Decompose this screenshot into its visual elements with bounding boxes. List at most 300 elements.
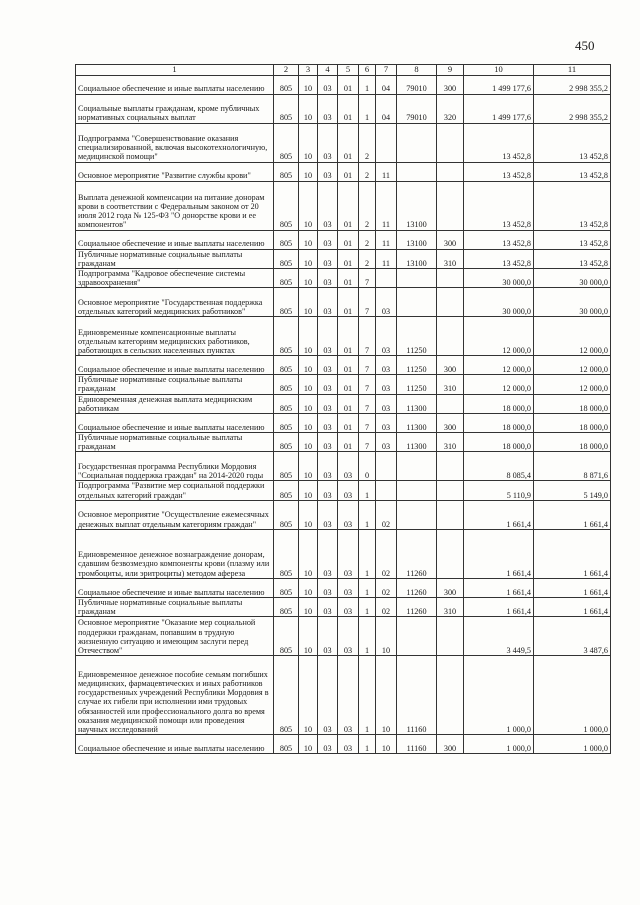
code-section: 10: [299, 375, 318, 394]
amount-year2: 13 452,8: [534, 249, 611, 268]
code-activity: 03: [376, 414, 397, 433]
code-ministry: 805: [274, 500, 299, 529]
table-row: [76, 123, 611, 162]
code-ministry: 805: [274, 288, 299, 317]
amount-year1: 12 000,0: [464, 375, 534, 394]
code-direction: [397, 481, 437, 500]
column-header: 5: [338, 65, 359, 76]
code-subsection: 03: [318, 75, 338, 94]
amount-year2: 30 000,0: [534, 288, 611, 317]
code-activity: [376, 452, 397, 481]
code-direction: [397, 123, 437, 162]
code-ministry: 805: [274, 735, 299, 754]
row-name: Единовременные компенсационные выплаты отдельным категориям медицинских работников, работающих в сельских населенных пунктах: [76, 317, 274, 356]
code-expense-type: [437, 317, 464, 356]
code-ministry: 805: [274, 481, 299, 500]
code-program: 03: [338, 656, 359, 735]
code-subsection: 03: [318, 356, 338, 375]
code-ministry: 805: [274, 433, 299, 452]
code-subprogram: 7: [359, 433, 376, 452]
code-section: 10: [299, 433, 318, 452]
code-direction: 11250: [397, 356, 437, 375]
amount-year2: 3 487,6: [534, 617, 611, 656]
amount-year2: 2 998 355,2: [534, 75, 611, 94]
table-row: [76, 529, 611, 578]
code-ministry: 805: [274, 162, 299, 181]
code-activity: 11: [376, 249, 397, 268]
code-subsection: 03: [318, 597, 338, 616]
code-program: 03: [338, 578, 359, 597]
code-section: 10: [299, 481, 318, 500]
code-subprogram: 1: [359, 617, 376, 656]
code-activity: [376, 481, 397, 500]
code-direction: [397, 268, 437, 287]
code-activity: 02: [376, 500, 397, 529]
code-program: 03: [338, 452, 359, 481]
code-program: 03: [338, 735, 359, 754]
code-program: 01: [338, 75, 359, 94]
code-activity: 10: [376, 656, 397, 735]
code-expense-type: [437, 288, 464, 317]
row-name: Социальное обеспечение и иные выплаты населению: [76, 356, 274, 375]
table-row: [76, 414, 611, 433]
code-direction: 11160: [397, 656, 437, 735]
table-row: [76, 617, 611, 656]
code-subsection: 03: [318, 433, 338, 452]
code-activity: 11: [376, 162, 397, 181]
code-ministry: 805: [274, 181, 299, 230]
table-row: [76, 433, 611, 452]
code-section: 10: [299, 578, 318, 597]
row-name: Социальное обеспечение и иные выплаты населению: [76, 75, 274, 94]
table-row: [76, 249, 611, 268]
code-direction: 11300: [397, 394, 437, 413]
table-row: [76, 230, 611, 249]
code-direction: 11300: [397, 414, 437, 433]
column-header: 3: [299, 65, 318, 76]
code-program: 01: [338, 414, 359, 433]
code-ministry: 805: [274, 414, 299, 433]
code-subsection: 03: [318, 230, 338, 249]
code-program: 01: [338, 162, 359, 181]
header-row: [76, 65, 611, 76]
code-section: 10: [299, 249, 318, 268]
code-subsection: 03: [318, 617, 338, 656]
row-name: Единовременная денежная выплата медицинским работникам: [76, 394, 274, 413]
code-expense-type: [437, 181, 464, 230]
code-activity: 03: [376, 375, 397, 394]
code-subsection: 03: [318, 481, 338, 500]
code-section: 10: [299, 656, 318, 735]
code-subprogram: 1: [359, 481, 376, 500]
table-row: [76, 288, 611, 317]
code-section: 10: [299, 452, 318, 481]
code-subsection: 03: [318, 735, 338, 754]
code-program: 01: [338, 394, 359, 413]
row-name: Основное мероприятие "Развитие службы крови": [76, 162, 274, 181]
code-subsection: 03: [318, 317, 338, 356]
code-subsection: 03: [318, 394, 338, 413]
column-header: 7: [376, 65, 397, 76]
code-section: 10: [299, 597, 318, 616]
code-ministry: 805: [274, 230, 299, 249]
amount-year1: 1 661,4: [464, 597, 534, 616]
code-activity: [376, 123, 397, 162]
amount-year2: 18 000,0: [534, 433, 611, 452]
code-section: 10: [299, 735, 318, 754]
code-program: 01: [338, 433, 359, 452]
code-expense-type: 310: [437, 433, 464, 452]
code-ministry: 805: [274, 249, 299, 268]
code-subsection: 03: [318, 123, 338, 162]
code-ministry: 805: [274, 317, 299, 356]
column-header: 11: [534, 65, 611, 76]
amount-year1: 3 449,5: [464, 617, 534, 656]
code-subprogram: 1: [359, 597, 376, 616]
code-subprogram: 7: [359, 317, 376, 356]
code-activity: 03: [376, 356, 397, 375]
amount-year1: 1 661,4: [464, 529, 534, 578]
code-subprogram: 7: [359, 414, 376, 433]
column-header: 8: [397, 65, 437, 76]
code-subprogram: 2: [359, 123, 376, 162]
row-name: Публичные нормативные социальные выплаты гражданам: [76, 597, 274, 616]
table-row: [76, 94, 611, 123]
amount-year1: 13 452,8: [464, 249, 534, 268]
code-ministry: 805: [274, 394, 299, 413]
amount-year2: 12 000,0: [534, 356, 611, 375]
column-header: 10: [464, 65, 534, 76]
amount-year2: 1 661,4: [534, 578, 611, 597]
code-expense-type: 310: [437, 249, 464, 268]
code-program: 01: [338, 123, 359, 162]
code-section: 10: [299, 162, 318, 181]
code-program: 01: [338, 356, 359, 375]
code-subsection: 03: [318, 249, 338, 268]
column-header: 9: [437, 65, 464, 76]
table-row: [76, 317, 611, 356]
amount-year2: 13 452,8: [534, 230, 611, 249]
code-activity: 03: [376, 288, 397, 317]
code-direction: 11260: [397, 597, 437, 616]
code-subsection: 03: [318, 500, 338, 529]
code-program: 03: [338, 617, 359, 656]
code-section: 10: [299, 617, 318, 656]
code-direction: 11260: [397, 578, 437, 597]
row-name: Публичные нормативные социальные выплаты гражданам: [76, 249, 274, 268]
code-activity: 10: [376, 617, 397, 656]
code-subprogram: 1: [359, 578, 376, 597]
amount-year1: 18 000,0: [464, 433, 534, 452]
code-ministry: 805: [274, 75, 299, 94]
code-expense-type: 300: [437, 75, 464, 94]
table-row: [76, 452, 611, 481]
code-direction: 11160: [397, 735, 437, 754]
code-direction: 79010: [397, 94, 437, 123]
row-name: Государственная программа Республики Мордовия "Социальная поддержка граждан" на 2014-2020 годы: [76, 452, 274, 481]
code-ministry: 805: [274, 94, 299, 123]
amount-year2: 13 452,8: [534, 181, 611, 230]
code-direction: 13100: [397, 230, 437, 249]
amount-year2: 12 000,0: [534, 317, 611, 356]
amount-year1: 5 110,9: [464, 481, 534, 500]
code-direction: 79010: [397, 75, 437, 94]
code-expense-type: [437, 529, 464, 578]
amount-year2: 8 871,6: [534, 452, 611, 481]
amount-year1: 30 000,0: [464, 288, 534, 317]
amount-year1: 18 000,0: [464, 394, 534, 413]
code-section: 10: [299, 75, 318, 94]
amount-year2: 2 998 355,2: [534, 94, 611, 123]
table-row: [76, 500, 611, 529]
code-program: 03: [338, 529, 359, 578]
code-expense-type: 300: [437, 230, 464, 249]
row-name: Социальное обеспечение и иные выплаты населению: [76, 735, 274, 754]
amount-year1: 1 000,0: [464, 735, 534, 754]
code-section: 10: [299, 123, 318, 162]
row-name: Основное мероприятие "Оказание мер социальной поддержки гражданам, попавшим в трудную жизненную ситуацию и имеющим заслуги перед Отечеством": [76, 617, 274, 656]
code-ministry: 805: [274, 597, 299, 616]
code-activity: 11: [376, 230, 397, 249]
code-activity: 04: [376, 94, 397, 123]
code-section: 10: [299, 356, 318, 375]
code-activity: 11: [376, 181, 397, 230]
row-name: Единовременное денежное пособие семьям погибших медицинских, фармацевтических и иных работников государственных учреждений Республики Мордовия в случае их гибели при исполнении ими трудовых обязанностей или профессионального долга во время оказания медицинской помощи или проведения научных исследований: [76, 656, 274, 735]
amount-year2: 18 000,0: [534, 414, 611, 433]
row-name: Социальное обеспечение и иные выплаты населению: [76, 414, 274, 433]
code-subprogram: 1: [359, 94, 376, 123]
amount-year2: 1 661,4: [534, 597, 611, 616]
code-program: 01: [338, 230, 359, 249]
row-name: Публичные нормативные социальные выплаты гражданам: [76, 375, 274, 394]
row-name: Единовременное денежное вознаграждение донорам, сдавшим безвозмездно компоненты крови (плазму или тромбоциты, или эритроциты) методом афереза: [76, 529, 274, 578]
table-body: [76, 75, 611, 754]
column-header: 2: [274, 65, 299, 76]
code-ministry: 805: [274, 617, 299, 656]
code-subsection: 03: [318, 162, 338, 181]
amount-year2: 1 661,4: [534, 529, 611, 578]
code-subprogram: 7: [359, 288, 376, 317]
code-section: 10: [299, 230, 318, 249]
code-expense-type: 300: [437, 578, 464, 597]
table-row: [76, 375, 611, 394]
code-ministry: 805: [274, 268, 299, 287]
amount-year1: 30 000,0: [464, 268, 534, 287]
column-header: 1: [76, 65, 274, 76]
code-subprogram: 1: [359, 500, 376, 529]
code-program: 01: [338, 375, 359, 394]
code-subsection: 03: [318, 288, 338, 317]
amount-year2: 1 661,4: [534, 500, 611, 529]
code-subprogram: 1: [359, 529, 376, 578]
amount-year1: 13 452,8: [464, 162, 534, 181]
code-program: 01: [338, 288, 359, 317]
column-header: 4: [318, 65, 338, 76]
table-row: [76, 656, 611, 735]
code-direction: [397, 617, 437, 656]
code-activity: 10: [376, 735, 397, 754]
code-program: 03: [338, 481, 359, 500]
amount-year1: 8 085,4: [464, 452, 534, 481]
code-section: 10: [299, 317, 318, 356]
amount-year2: 1 000,0: [534, 735, 611, 754]
code-program: 03: [338, 597, 359, 616]
table-row: [76, 578, 611, 597]
code-program: 01: [338, 317, 359, 356]
code-subprogram: 2: [359, 181, 376, 230]
code-activity: 04: [376, 75, 397, 94]
code-section: 10: [299, 500, 318, 529]
code-expense-type: [437, 617, 464, 656]
row-name: Подпрограмма "Совершенствование оказания специализированной, включая высокотехнологичную, медицинской помощи": [76, 123, 274, 162]
code-expense-type: [437, 162, 464, 181]
code-expense-type: [437, 394, 464, 413]
amount-year2: 1 000,0: [534, 656, 611, 735]
column-header: 6: [359, 65, 376, 76]
amount-year1: 1 661,4: [464, 578, 534, 597]
code-section: 10: [299, 181, 318, 230]
code-ministry: 805: [274, 375, 299, 394]
code-subprogram: 0: [359, 452, 376, 481]
row-name: Основное мероприятие "Государственная поддержка отдельных категорий медицинских работников": [76, 288, 274, 317]
code-activity: 03: [376, 433, 397, 452]
code-ministry: 805: [274, 656, 299, 735]
table-row: [76, 394, 611, 413]
code-expense-type: [437, 123, 464, 162]
row-name: Публичные нормативные социальные выплаты гражданам: [76, 433, 274, 452]
code-ministry: 805: [274, 578, 299, 597]
amount-year1: 12 000,0: [464, 356, 534, 375]
code-program: 01: [338, 249, 359, 268]
amount-year2: 18 000,0: [534, 394, 611, 413]
code-subsection: 03: [318, 414, 338, 433]
amount-year2: 30 000,0: [534, 268, 611, 287]
row-name: Подпрограмма "Развитие мер социальной поддержки отдельных категорий граждан": [76, 481, 274, 500]
code-activity: 03: [376, 394, 397, 413]
code-subsection: 03: [318, 452, 338, 481]
code-direction: [397, 452, 437, 481]
code-activity: 02: [376, 597, 397, 616]
table-row: [76, 268, 611, 287]
amount-year1: 1 499 177,6: [464, 75, 534, 94]
code-activity: [376, 268, 397, 287]
amount-year2: 13 452,8: [534, 162, 611, 181]
code-activity: 03: [376, 317, 397, 356]
amount-year1: 13 452,8: [464, 230, 534, 249]
code-expense-type: [437, 500, 464, 529]
code-subprogram: 1: [359, 735, 376, 754]
code-program: 03: [338, 500, 359, 529]
code-ministry: 805: [274, 123, 299, 162]
code-section: 10: [299, 529, 318, 578]
code-direction: [397, 288, 437, 317]
code-expense-type: 300: [437, 356, 464, 375]
amount-year1: 1 499 177,6: [464, 94, 534, 123]
row-name: Социальные выплаты гражданам, кроме публичных нормативных социальных выплат: [76, 94, 274, 123]
page-number: 450: [575, 38, 595, 53]
code-program: 01: [338, 181, 359, 230]
code-ministry: 805: [274, 529, 299, 578]
amount-year2: 12 000,0: [534, 375, 611, 394]
code-program: 01: [338, 94, 359, 123]
code-subsection: 03: [318, 268, 338, 287]
code-subsection: 03: [318, 656, 338, 735]
code-subsection: 03: [318, 529, 338, 578]
code-subprogram: 7: [359, 394, 376, 413]
amount-year1: 13 452,8: [464, 123, 534, 162]
amount-year1: 18 000,0: [464, 414, 534, 433]
table-row: [76, 75, 611, 94]
code-subsection: 03: [318, 578, 338, 597]
code-expense-type: 320: [437, 94, 464, 123]
code-subprogram: 7: [359, 375, 376, 394]
code-section: 10: [299, 288, 318, 317]
code-expense-type: 300: [437, 735, 464, 754]
code-subprogram: 7: [359, 268, 376, 287]
amount-year1: 1 661,4: [464, 500, 534, 529]
table-row: [76, 181, 611, 230]
code-direction: 11260: [397, 529, 437, 578]
code-expense-type: [437, 268, 464, 287]
code-section: 10: [299, 94, 318, 123]
code-direction: 13100: [397, 181, 437, 230]
row-name: Подпрограмма "Кадровое обеспечение системы здравоохранения": [76, 268, 274, 287]
table-row: [76, 597, 611, 616]
budget-table: [75, 64, 611, 754]
code-section: 10: [299, 414, 318, 433]
code-direction: 13100: [397, 249, 437, 268]
code-expense-type: [437, 481, 464, 500]
code-activity: 02: [376, 529, 397, 578]
code-subsection: 03: [318, 375, 338, 394]
code-expense-type: 310: [437, 597, 464, 616]
code-subsection: 03: [318, 181, 338, 230]
table-row: [76, 481, 611, 500]
code-direction: 11300: [397, 433, 437, 452]
code-direction: [397, 162, 437, 181]
code-subprogram: 2: [359, 230, 376, 249]
code-direction: 11250: [397, 375, 437, 394]
code-ministry: 805: [274, 452, 299, 481]
row-name: Выплата денежной компенсации на питание донорам крови в соответствии с Федеральным законом от 20 июля 2012 года № 125-ФЗ "О донорстве крови и ее компонентов": [76, 181, 274, 230]
code-expense-type: 300: [437, 414, 464, 433]
code-expense-type: [437, 452, 464, 481]
code-ministry: 805: [274, 356, 299, 375]
row-name: Основное мероприятие "Осуществление ежемесячных денежных выплат отдельным категориям граждан": [76, 500, 274, 529]
amount-year1: 12 000,0: [464, 317, 534, 356]
code-subprogram: 7: [359, 356, 376, 375]
code-direction: [397, 500, 437, 529]
code-direction: 11250: [397, 317, 437, 356]
code-activity: 02: [376, 578, 397, 597]
amount-year1: 1 000,0: [464, 656, 534, 735]
code-subsection: 03: [318, 94, 338, 123]
code-subprogram: 1: [359, 656, 376, 735]
amount-year1: 13 452,8: [464, 181, 534, 230]
row-name: Социальное обеспечение и иные выплаты населению: [76, 230, 274, 249]
code-section: 10: [299, 268, 318, 287]
amount-year2: 13 452,8: [534, 123, 611, 162]
code-section: 10: [299, 394, 318, 413]
code-subprogram: 1: [359, 75, 376, 94]
table-row: [76, 356, 611, 375]
table-row: [76, 162, 611, 181]
amount-year2: 5 149,0: [534, 481, 611, 500]
code-expense-type: 310: [437, 375, 464, 394]
code-expense-type: [437, 656, 464, 735]
code-subprogram: 2: [359, 162, 376, 181]
code-program: 01: [338, 268, 359, 287]
